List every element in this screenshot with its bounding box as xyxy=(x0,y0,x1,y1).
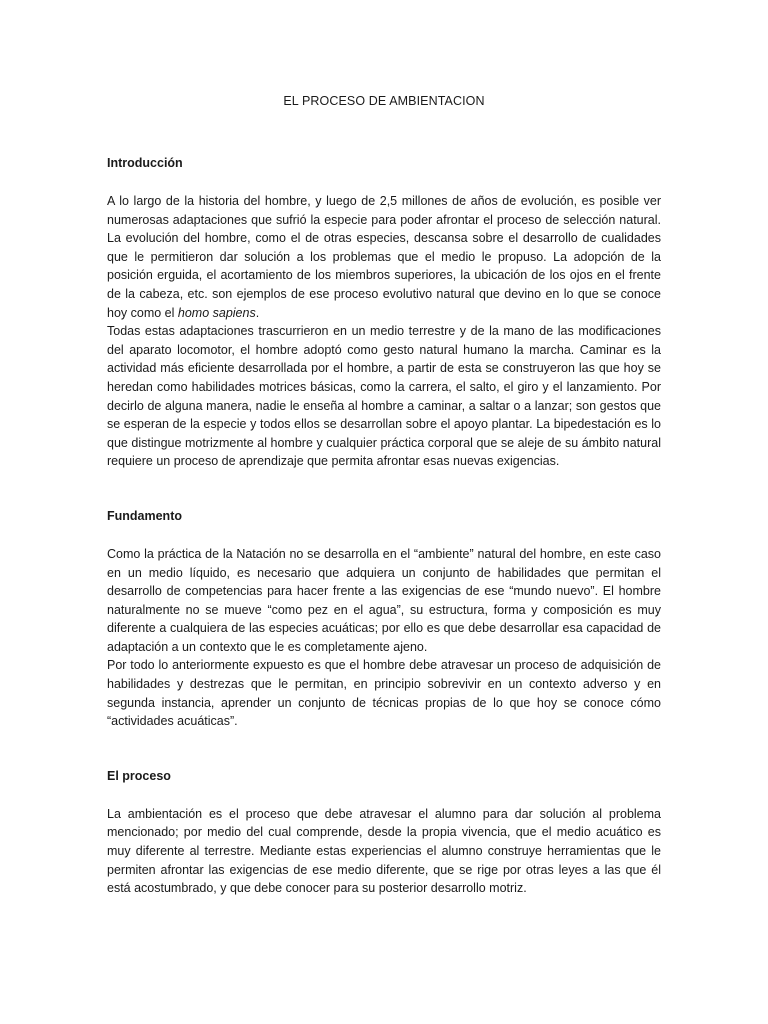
section-heading-introduccion: Introducción xyxy=(107,156,183,170)
paragraph-text: A lo largo de la historia del hombre, y luego de 2,5 millones de años de evolución, es posible ver numerosas adaptaciones que sufrió la especie para poder afrontar el proceso de selección natural. La evolución del hombre, como el de otras especies, descansa sobre el desarrollo de cualidades que le permitieron dar solución a los problemas que el medio le propuso. La adopción de la posición erguida, el acortamiento de los miembros superiores, la ubicación de los ojos en el frente de la cabeza, etc. son ejemplos de ese proceso evolutivo natural que devino en lo que se conoce hoy como el xyxy=(107,194,661,320)
section-proceso xyxy=(107,767,661,898)
paragraph-proceso-1: La ambientación es el proceso que debe atravesar el alumno para dar solución al problema mencionado; por medio del cual comprende, desde la propia vivencia, que el medio acuático es muy diferente al terrestre. Mediante estas experiencias el alumno construye herramientas que le permiten afrontar las exigencias de ese medio diferente, que se rige por otras leyes a las que él está acostumbrado, y que debe conocer para su posterior desarrollo motriz. xyxy=(107,806,661,896)
section-introduccion xyxy=(107,154,661,471)
paragraph-fundamento-1: Como la práctica de la Natación no se desarrolla en el “ambiente” natural del hombre, en este caso en un medio líquido, es necesario que adquiera un conjunto de habilidades que permitan el desarrollo de competencias para hacer frente a las exigencias de ese “mundo nuevo”. El hombre naturalmente no se mueve “como pez en el agua”, su estructura, forma y composición es muy diferente a cualquiera de las especies acuáticas; por ello es que debe desarrollar esa capacidad de adaptación a un contexto que le es completamente ajeno. xyxy=(107,546,661,654)
italic-term-homo-sapiens: homo sapiens xyxy=(177,305,256,320)
document-title: EL PROCESO DE AMBIENTACION xyxy=(283,94,485,108)
section-heading-fundamento: Fundamento xyxy=(107,508,182,523)
paragraph-fundamento-2: Por todo lo anteriormente expuesto es que el hombre debe atravesar un proceso de adquisición de habilidades y destrezas que le permitan, en principio sobrevivir en un contexto adverso y en segunda instancia, aprender un conjunto de técnicas propias de lo que hoy se conoce cómo “actividades acuáticas”. xyxy=(107,658,661,729)
document-body xyxy=(107,92,661,898)
section-fundamento xyxy=(107,507,661,731)
paragraph-introduccion-2: Todas estas adaptaciones trascurrieron en un medio terrestre y de la mano de las modificaciones del aparato locomotor, el hombre adoptó como gesto natural humano la marcha. Caminar es la actividad más eficiente desarrollada por el hombre, a partir de esta se construyeron las que hoy se heredan como habilidades motrices básicas, como la carrera, el salto, el giro y el lanzamiento. Por decirlo de alguna manera, nadie le enseña al hombre a caminar, a saltar o a lanzar; son gestos que se esperan de la especie y todos ellos se desarrollan sobre el apoyo plantar. La bipedestación es lo que distingue motrizmente al hombre y cualquier práctica corporal que se aleje de su ámbito natural requiere un proceso de aprendizaje que permita afrontar esas nuevas exigencias. xyxy=(107,324,661,469)
paragraph-introduccion-1 xyxy=(107,192,661,322)
paragraph-text: . xyxy=(255,305,260,320)
section-heading-proceso: El proceso xyxy=(107,768,171,783)
